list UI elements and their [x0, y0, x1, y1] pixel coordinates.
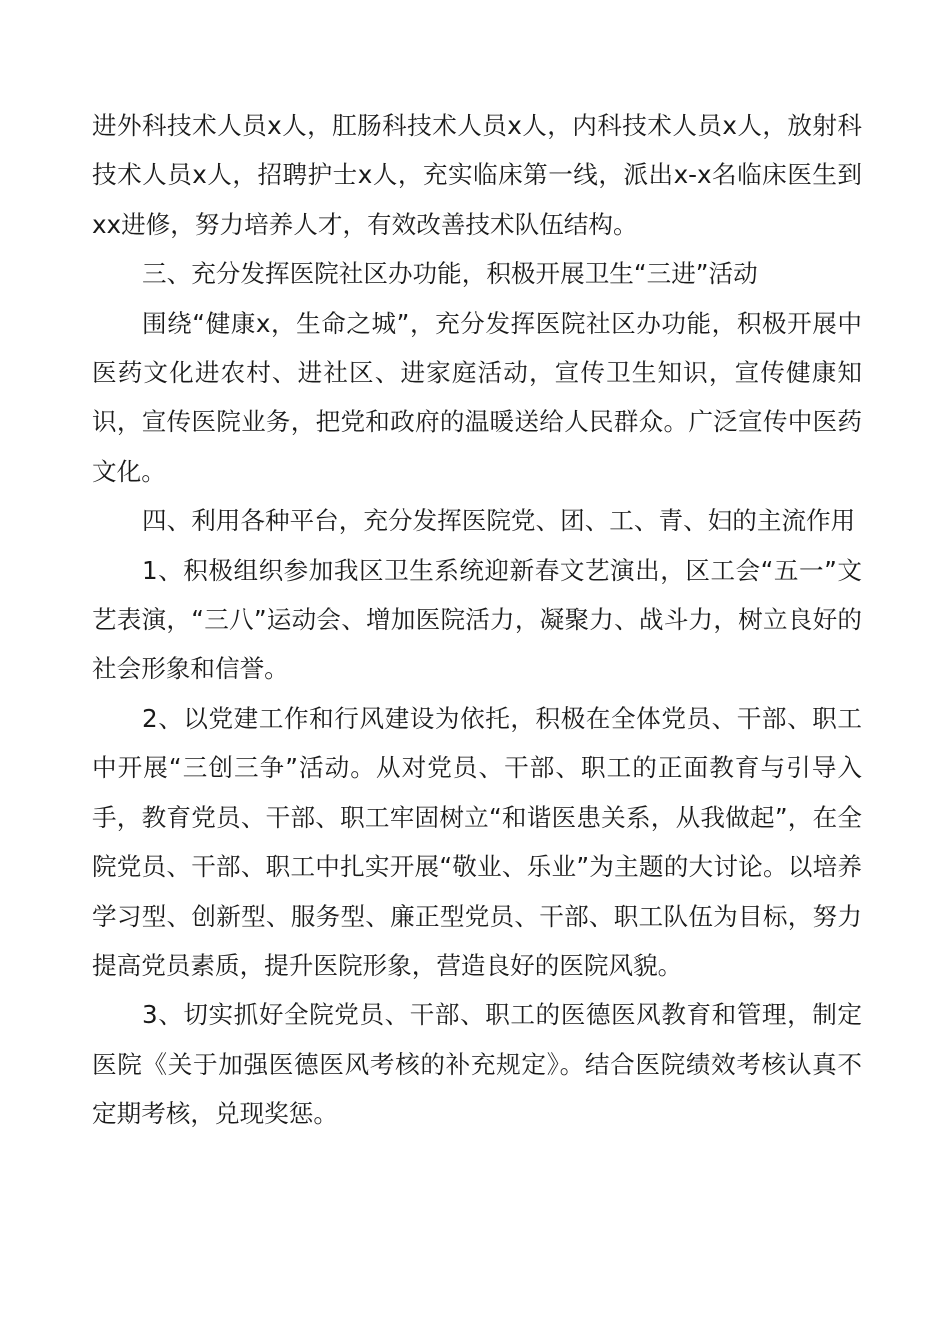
- paragraph-item-2: 2、以党建工作和行风建设为依托，积极在全体党员、干部、职工中开展“三创三争”活动。从对党员、干部、职工的正面教育与引导入手，教育党员、干部、职工牢固树立“和谐医患关系，从我做起”，在全院党员、干部、职工中扎实开展“敬业、乐业”为主题的大讨论。以培养学习型、创新型、服务型、廉正型党员、干部、职工队伍为目标，努力提高党员素质，提升医院形象，营造良好的医院风貌。: [92, 703, 862, 980]
- paragraph-item-3: 3、切实抓好全院党员、干部、职工的医德医风教育和管理，制定医院《关于加强医德医风考核的补充规定》。结合医院绩效考核认真不定期考核，兑现奖惩。: [92, 1000, 862, 1129]
- paragraph-item-1: 1、积极组织参加我区卫生系统迎新春文艺演出，区工会“五一”文艺表演，“三八”运动会、增加医院活力，凝聚力、战斗力，树立良好的社会形象和信誉。: [92, 555, 862, 684]
- paragraph-community-outreach: 围绕“健康x，生命之城”，充分发挥医院社区办功能，积极开展中医药文化进农村、进社区、进家庭活动，宣传卫生知识，宣传健康知识，宣传医院业务，把党和政府的温暖送给人民群众。广泛宣传中医药文化。: [92, 308, 862, 486]
- section-heading-three: 三、充分发挥医院社区办功能，积极开展卫生“三进”活动: [142, 259, 758, 289]
- paragraph-staff-recruitment: 进外科技术人员x人，肛肠科技术人员x人，内科技术人员x人，放射科技术人员x人，招聘护士x人，充实临床第一线，派出x-x名临床医生到xx进修，努力培养人才，有效改善技术队伍结构。: [92, 111, 862, 239]
- document-body: [92, 101, 862, 1139]
- section-heading-four: 四、利用各种平台，充分发挥医院党、团、工、青、妇的主流作用: [142, 506, 856, 536]
